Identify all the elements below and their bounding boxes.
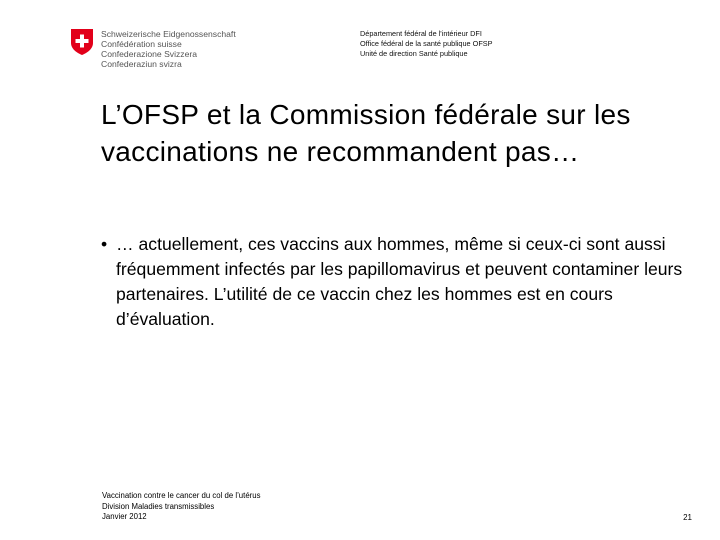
swiss-confederation-logo bbox=[70, 28, 240, 72]
slide-title: L’OFSP et la Commission fédérale sur les vaccinations ne recommandent pas… bbox=[101, 99, 631, 167]
confederation-name-de: Schweizerische Eidgenossenschaft bbox=[101, 29, 236, 39]
confederation-names bbox=[101, 29, 236, 69]
footer-topic: Vaccination contre le cancer du col de l’utérus bbox=[102, 491, 261, 500]
swiss-flag-icon bbox=[70, 28, 94, 56]
footer-division: Division Maladies transmissibles bbox=[102, 501, 215, 511]
footer-date: Janvier 2012 bbox=[102, 512, 147, 521]
unit-line: Unité de direction Santé publique bbox=[360, 49, 468, 58]
office-line: Office fédéral de la santé publique OFSP bbox=[360, 39, 493, 48]
confederation-name-fr: Confédération suisse bbox=[101, 39, 182, 49]
bullet-symbol: • bbox=[101, 234, 108, 254]
bullet-item bbox=[101, 232, 691, 332]
confederation-name-rm: Confederaziun svizra bbox=[101, 59, 182, 69]
bullet-text: … actuellement, ces vaccins aux hommes, même si ceux-ci sont aussi fréquemment infectés par les papillomavirus et peuvent contaminer leurs partenaires. L’utilité de ce vaccin chez les hommes est en cours d’évaluation. bbox=[116, 234, 683, 329]
department-line: Département fédéral de l'intérieur DFI bbox=[360, 29, 482, 38]
department-info bbox=[360, 29, 493, 59]
page-number: 21 bbox=[683, 513, 692, 522]
confederation-name-it: Confederazione Svizzera bbox=[101, 49, 198, 59]
slide-footer bbox=[102, 491, 260, 523]
